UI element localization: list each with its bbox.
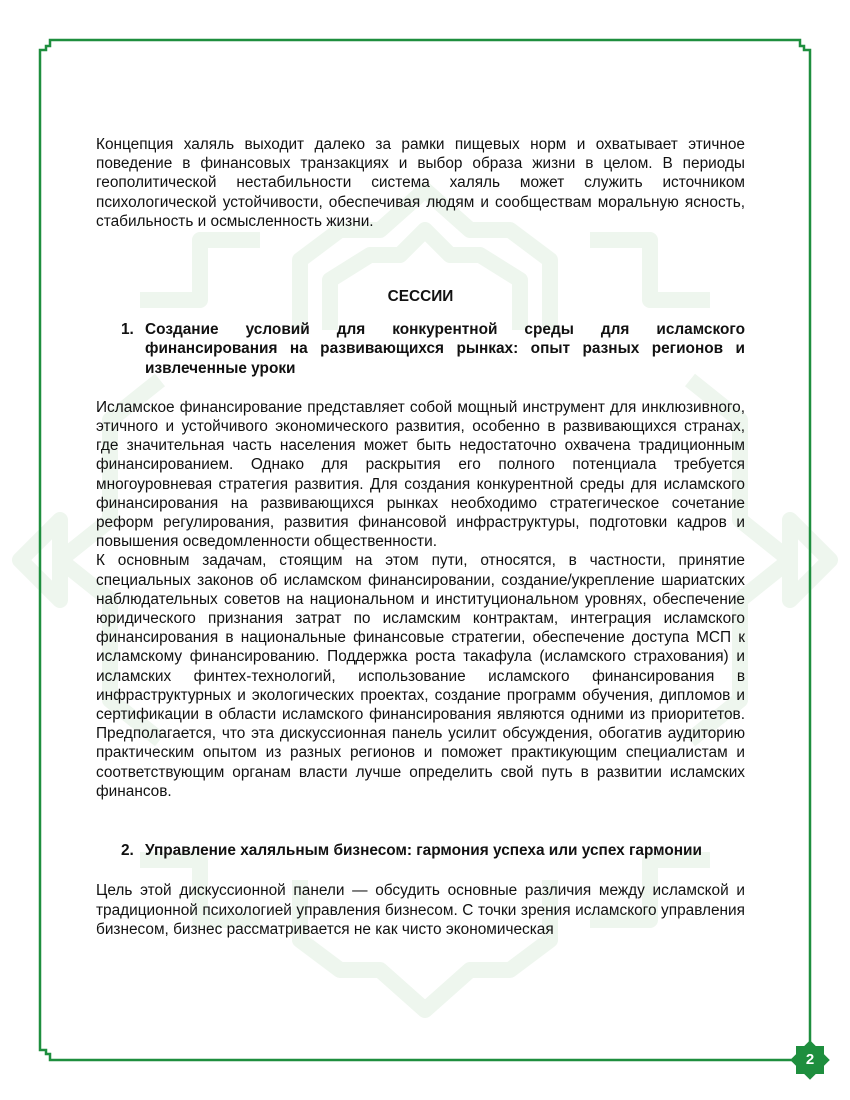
sessions-heading: СЕССИИ	[387, 288, 454, 306]
session-1-paragraph-2: К основным задачам, стоящим на этом пути, относятся, в частности, принятие специальных законов об исламском финансировании, создание/укрепление шариатских наблюдательных советов на национальном и институциональном уровнях, обеспечение юридического признания затрат по исламским контрактам, интеграция исламского финансирования в национальные финансовые стратегии, обеспечение доступа МСП к исламскому финансированию. Поддержка роста такафула (исламского страхования) и исламских финтех-технологий, использование исламского финансирования в инфраструктурных и экологических проектах, создание программ обучения, дипломов и сертификации в области исламского финансирования являются одними из приоритетов. Предполагается, что эта дискуссионная панель усилит обсуждения, обогатив аудиторию практическим опытом из разных регионов и поможет практикующим специалистам и соответствующим органам власти лучше определить свой путь в развитии исламских финансов.	[96, 552, 745, 800]
intro-paragraph: Концепция халяль выходит далеко за рамки пищевых норм и охватывает этичное поведение в финансовых транзакциях и выбор образа жизни в целом. В периоды геополитической нестабильности система халяль может служить источником психологической устойчивости, обеспечивая людям и сообществам моральную ясность, стабильность и осмысленность жизни.	[96, 136, 745, 230]
page-number-badge	[790, 1040, 830, 1080]
session-2-paragraph-1: Цель этой дискуссионной панели — обсудить основные различия между исламской и традиционной психологией управления бизнесом. С точки зрения исламского управления бизнесом, бизнес рассматривается не как чисто экономическая	[96, 882, 745, 938]
session-2-title: Управление халяльным бизнесом: гармония успеха или успех гармонии	[145, 842, 702, 860]
session-1-heading	[121, 320, 745, 378]
session-2-heading	[121, 841, 745, 860]
page-number: 2	[805, 1051, 815, 1068]
session-2-number: 2.	[121, 842, 134, 860]
page-content	[96, 135, 745, 939]
session-1-paragraph-1: Исламское финансирование представляет собой мощный инструмент для инклюзивного, этичного и устойчивого экономического развития, особенно в развивающихся странах, где значительная часть населения может быть недостаточно охвачена традиционным финансированием. Однако для раскрытия его полного потенциала требуется многоуровневая стратегия развития. Для создания конкурентной среды для исламского финансирования на развивающихся рынках необходимо стратегическое сочетание реформ регулирования, развития финансовой инфраструктуры, подготовки кадров и повышения осведомленности общественности.	[96, 398, 745, 551]
session-1-number: 1.	[121, 321, 134, 339]
session-1-title: Создание условий для конкурентной среды для исламского финансирования на развивающихся рынках: опыт разных регионов и извлеченные уроки	[145, 321, 745, 377]
